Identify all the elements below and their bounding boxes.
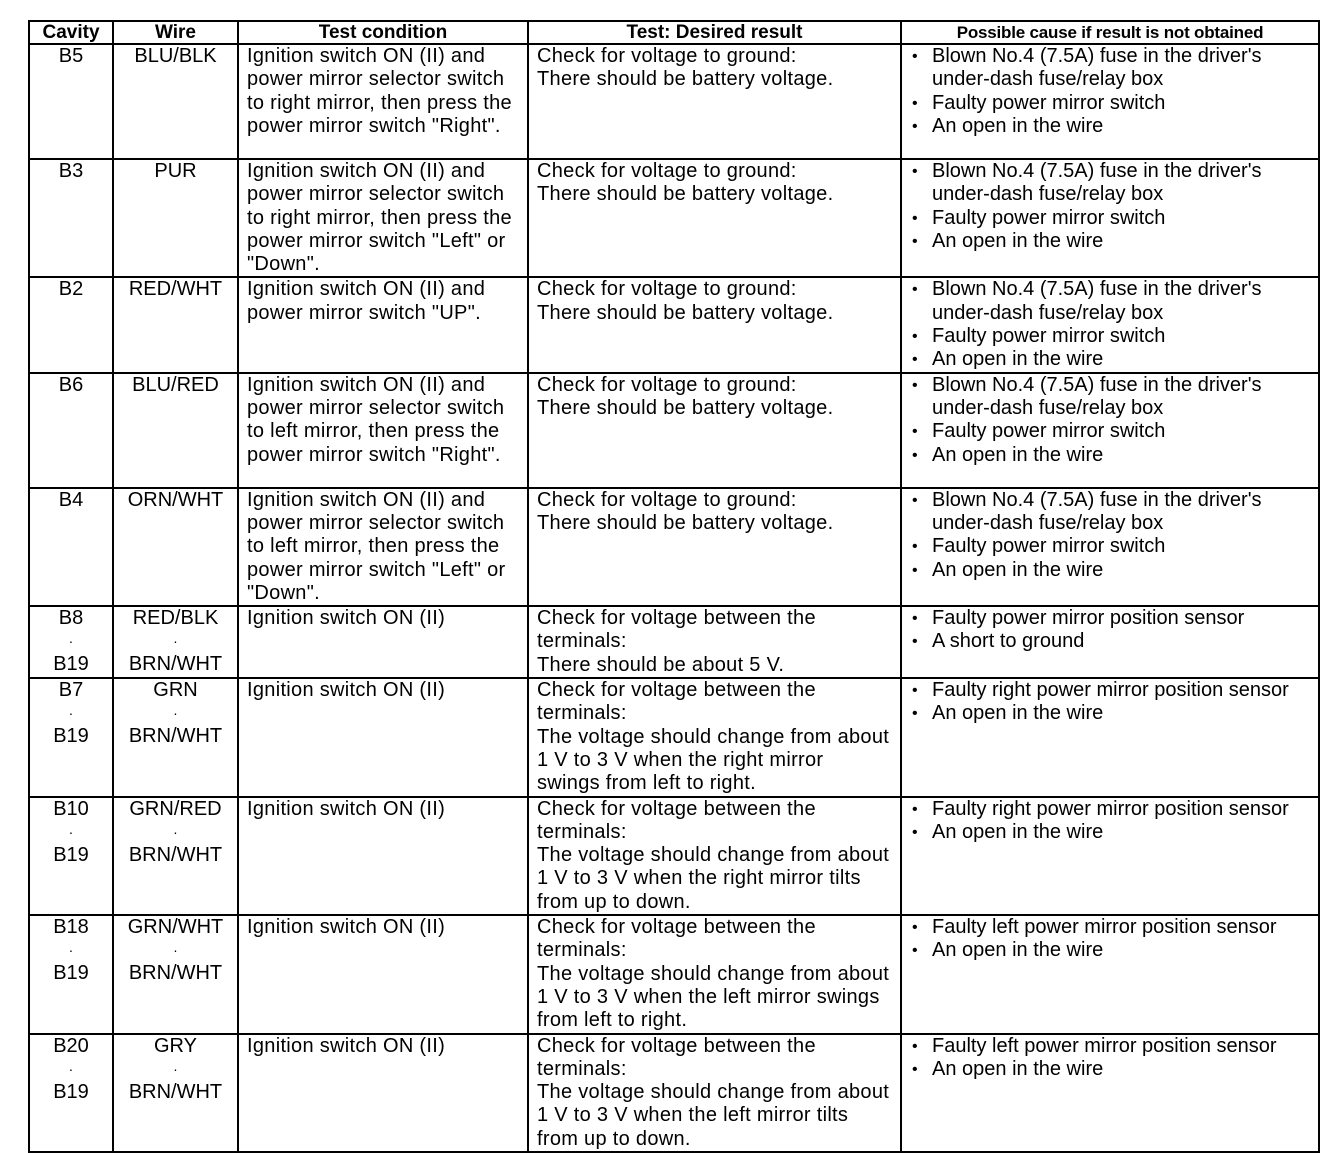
cause-list: [910, 607, 1310, 654]
table-row: [29, 277, 1319, 372]
desired-result-cell: [528, 606, 901, 678]
test-condition-cell: Ignition switch ON (II) and power mirror switch "UP".: [238, 277, 528, 372]
separator-dot-icon: ·: [68, 942, 74, 959]
cavity-cell: [29, 44, 113, 159]
cavity-value: B19: [53, 843, 89, 866]
result-line: There should be battery voltage.: [537, 183, 834, 206]
wire-cell: [113, 797, 238, 915]
cause-list: [910, 278, 1310, 371]
cavity-value: B8: [58, 607, 84, 630]
result-line: The voltage should change from about 1 V to 3 V when the right mirror tilts from up to down.: [537, 844, 890, 913]
test-condition-cell: Ignition switch ON (II): [238, 915, 528, 1033]
cavity-value: B19: [53, 653, 89, 676]
result-line: The voltage should change from about 1 V to 3 V when the left mirror tilts from up to down.: [537, 1081, 890, 1150]
cause-item: • An open in the wire: [910, 1058, 1310, 1081]
cavity-stack: [38, 278, 104, 301]
cause-item: • Faulty power mirror switch: [910, 207, 1310, 230]
wire-value: BLU/RED: [132, 373, 219, 396]
result-line: Check for voltage between the terminals:: [537, 607, 816, 653]
possible-cause-cell: [901, 44, 1319, 159]
result-line: Check for voltage to ground:: [537, 45, 797, 67]
possible-cause-cell: [901, 606, 1319, 678]
cause-item: • Faulty right power mirror position sensor: [910, 679, 1310, 702]
cavity-value: B7: [58, 679, 84, 702]
table-row: [29, 678, 1319, 796]
wire-value: BRN/WHT: [128, 843, 223, 866]
cavity-value: B4: [58, 488, 84, 511]
cause-list: [910, 1035, 1310, 1082]
result-line: Check for voltage to ground:: [537, 278, 797, 301]
cause-list: [910, 374, 1310, 467]
cavity-stack: [38, 489, 104, 512]
cause-item: • An open in the wire: [910, 444, 1310, 467]
cause-item: • Blown No.4 (7.5A) fuse in the driver's under-dash fuse/relay box: [910, 45, 1310, 92]
wire-stack: [122, 160, 229, 183]
cause-item: • Faulty power mirror switch: [910, 535, 1310, 558]
result-line: There should be battery voltage.: [537, 68, 834, 91]
cavity-value: B5: [58, 45, 84, 67]
cavity-stack: [38, 45, 104, 68]
test-condition-cell: Ignition switch ON (II): [238, 1034, 528, 1152]
wire-stack: [122, 374, 229, 397]
test-condition-cell: Ignition switch ON (II): [238, 678, 528, 796]
cavity-cell: [29, 797, 113, 915]
wire-cell: [113, 277, 238, 372]
cause-list: [910, 798, 1310, 845]
wire-value: RED/WHT: [128, 278, 223, 301]
cause-item: • Blown No.4 (7.5A) fuse in the driver's under-dash fuse/relay box: [910, 160, 1310, 207]
table-row: [29, 1034, 1319, 1152]
cavity-value: B2: [58, 278, 84, 301]
cause-item: • An open in the wire: [910, 115, 1310, 138]
header-row: [29, 21, 1319, 44]
wire-value: BLU/BLK: [134, 45, 217, 67]
desired-result-cell: [528, 1034, 901, 1152]
cavity-stack: [38, 679, 104, 749]
wire-stack: [122, 278, 229, 301]
wire-stack: [122, 45, 229, 68]
cause-item: • An open in the wire: [910, 230, 1310, 253]
separator-dot-icon: ·: [173, 942, 178, 959]
header-wire: Wire: [113, 21, 238, 44]
cause-item: • Faulty power mirror switch: [910, 325, 1310, 348]
wire-cell: [113, 159, 238, 277]
document-page: [28, 20, 1318, 1153]
table-row: [29, 159, 1319, 277]
wire-value: GRN/RED: [129, 797, 222, 820]
result-line: Check for voltage between the terminals:: [537, 797, 816, 843]
cause-item: • An open in the wire: [910, 702, 1310, 725]
cavity-cell: [29, 915, 113, 1033]
test-condition-cell: Ignition switch ON (II) and power mirror selector switch to right mirror, then press the power mirror switch "Left" or "Down".: [238, 159, 528, 277]
result-line: Check for voltage between the terminals:: [537, 1034, 816, 1080]
separator-dot-icon: ·: [173, 705, 178, 722]
desired-result-cell: [528, 678, 901, 796]
result-line: Check for voltage between the terminals:: [537, 679, 816, 725]
cavity-stack: [38, 160, 104, 183]
cause-list: [910, 489, 1310, 582]
wire-cell: [113, 678, 238, 796]
cavity-cell: [29, 277, 113, 372]
cavity-value: B3: [58, 160, 84, 182]
cavity-value: B18: [53, 916, 89, 939]
cavity-stack: [38, 374, 104, 397]
wire-value: PUR: [154, 160, 197, 182]
desired-result-cell: [528, 488, 901, 606]
cavity-cell: [29, 488, 113, 606]
cause-item: • An open in the wire: [910, 939, 1310, 962]
result-line: Check for voltage to ground:: [537, 488, 797, 511]
cause-item: • An open in the wire: [910, 348, 1310, 371]
separator-dot-icon: ·: [68, 633, 74, 650]
result-line: There should be battery voltage.: [537, 396, 834, 419]
wire-value: BRN/WHT: [128, 1080, 223, 1103]
separator-dot-icon: ·: [68, 705, 74, 722]
wire-value: BRN/WHT: [128, 962, 223, 985]
header-desired-result: Test: Desired result: [528, 21, 901, 44]
wire-stack: [122, 607, 229, 677]
cavity-value: B10: [53, 797, 89, 820]
possible-cause-cell: [901, 797, 1319, 915]
cause-item: • An open in the wire: [910, 559, 1310, 582]
possible-cause-cell: [901, 915, 1319, 1033]
cause-item: • Faulty left power mirror position sensor: [910, 916, 1310, 939]
cause-list: [910, 160, 1310, 253]
wire-value: BRN/WHT: [128, 653, 223, 676]
wire-cell: [113, 606, 238, 678]
desired-result-cell: [528, 373, 901, 488]
cavity-value: B20: [53, 1034, 89, 1057]
possible-cause-cell: [901, 488, 1319, 606]
wire-cell: [113, 1034, 238, 1152]
table-row: [29, 488, 1319, 606]
cause-list: [910, 679, 1310, 726]
result-line: There should be about 5 V.: [537, 653, 785, 676]
table-row: [29, 44, 1319, 159]
wire-value: GRN/WHT: [127, 916, 224, 939]
desired-result-cell: [528, 915, 901, 1033]
cause-list: [910, 45, 1310, 138]
cavity-stack: [38, 798, 104, 868]
separator-dot-icon: ·: [68, 1060, 74, 1077]
result-line: There should be battery voltage.: [537, 301, 834, 324]
wire-value: RED/BLK: [132, 607, 219, 630]
cavity-cell: [29, 159, 113, 277]
cavity-value: B19: [53, 725, 89, 748]
cause-item: • Blown No.4 (7.5A) fuse in the driver's under-dash fuse/relay box: [910, 489, 1310, 536]
cavity-cell: [29, 678, 113, 796]
test-condition-cell: Ignition switch ON (II): [238, 797, 528, 915]
wire-stack: [122, 1035, 229, 1105]
cause-item: • Faulty right power mirror position sensor: [910, 798, 1310, 821]
header-possible-cause: Possible cause if result is not obtained: [901, 21, 1319, 44]
result-line: Check for voltage to ground:: [537, 160, 797, 182]
wire-value: GRY: [154, 1034, 197, 1057]
cavity-value: B6: [58, 373, 84, 396]
possible-cause-cell: [901, 277, 1319, 372]
possible-cause-cell: [901, 159, 1319, 277]
terminal-test-table: [28, 20, 1320, 1153]
cause-item: • Faulty power mirror position sensor: [910, 607, 1310, 630]
desired-result-cell: [528, 797, 901, 915]
separator-dot-icon: ·: [173, 1060, 178, 1077]
wire-value: BRN/WHT: [128, 725, 223, 748]
table-row: [29, 915, 1319, 1033]
cause-item: • Faulty power mirror switch: [910, 420, 1310, 443]
cause-item: • Blown No.4 (7.5A) fuse in the driver's under-dash fuse/relay box: [910, 374, 1310, 421]
wire-cell: [113, 44, 238, 159]
wire-stack: [122, 679, 229, 749]
cause-item: • An open in the wire: [910, 821, 1310, 844]
cause-item: • A short to ground: [910, 630, 1310, 653]
result-line: Check for voltage to ground:: [537, 373, 797, 396]
wire-cell: [113, 488, 238, 606]
cavity-stack: [38, 607, 104, 677]
table-row: [29, 373, 1319, 488]
wire-stack: [122, 916, 229, 986]
test-condition-cell: Ignition switch ON (II) and power mirror selector switch to left mirror, then press the power mirror switch "Left" or "Down".: [238, 488, 528, 606]
cavity-cell: [29, 373, 113, 488]
table-row: [29, 606, 1319, 678]
cause-list: [910, 916, 1310, 963]
cavity-stack: [38, 916, 104, 986]
possible-cause-cell: [901, 678, 1319, 796]
desired-result-cell: [528, 159, 901, 277]
header-test-condition: Test condition: [238, 21, 528, 44]
desired-result-cell: [528, 277, 901, 372]
cavity-stack: [38, 1035, 104, 1105]
table-body: [29, 44, 1319, 1152]
wire-cell: [113, 915, 238, 1033]
separator-dot-icon: ·: [173, 823, 178, 840]
result-line: Check for voltage between the terminals:: [537, 916, 816, 962]
cavity-cell: [29, 606, 113, 678]
possible-cause-cell: [901, 1034, 1319, 1152]
cavity-value: B19: [53, 1080, 89, 1103]
test-condition-cell: Ignition switch ON (II) and power mirror selector switch to right mirror, then press the power mirror switch "Right".: [238, 44, 528, 159]
wire-cell: [113, 373, 238, 488]
cavity-cell: [29, 1034, 113, 1152]
wire-value: GRN: [153, 679, 198, 702]
separator-dot-icon: ·: [173, 633, 178, 650]
wire-stack: [122, 798, 229, 868]
possible-cause-cell: [901, 373, 1319, 488]
result-line: The voltage should change from about 1 V to 3 V when the left mirror swings from left to right.: [537, 962, 890, 1032]
test-condition-cell: Ignition switch ON (II) and power mirror selector switch to left mirror, then press the power mirror switch "Right".: [238, 373, 528, 488]
result-line: The voltage should change from about 1 V to 3 V when the right mirror swings from left to right.: [537, 725, 890, 795]
header-cavity: Cavity: [29, 21, 113, 44]
cause-item: • Faulty left power mirror position sensor: [910, 1035, 1310, 1058]
wire-value: ORN/WHT: [127, 488, 224, 511]
wire-stack: [122, 489, 229, 512]
cavity-value: B19: [53, 962, 89, 985]
result-line: There should be battery voltage.: [537, 511, 834, 534]
separator-dot-icon: ·: [68, 823, 74, 840]
test-condition-cell: Ignition switch ON (II): [238, 606, 528, 678]
table-row: [29, 797, 1319, 915]
cause-item: • Faulty power mirror switch: [910, 92, 1310, 115]
desired-result-cell: [528, 44, 901, 159]
cause-item: • Blown No.4 (7.5A) fuse in the driver's under-dash fuse/relay box: [910, 278, 1310, 325]
